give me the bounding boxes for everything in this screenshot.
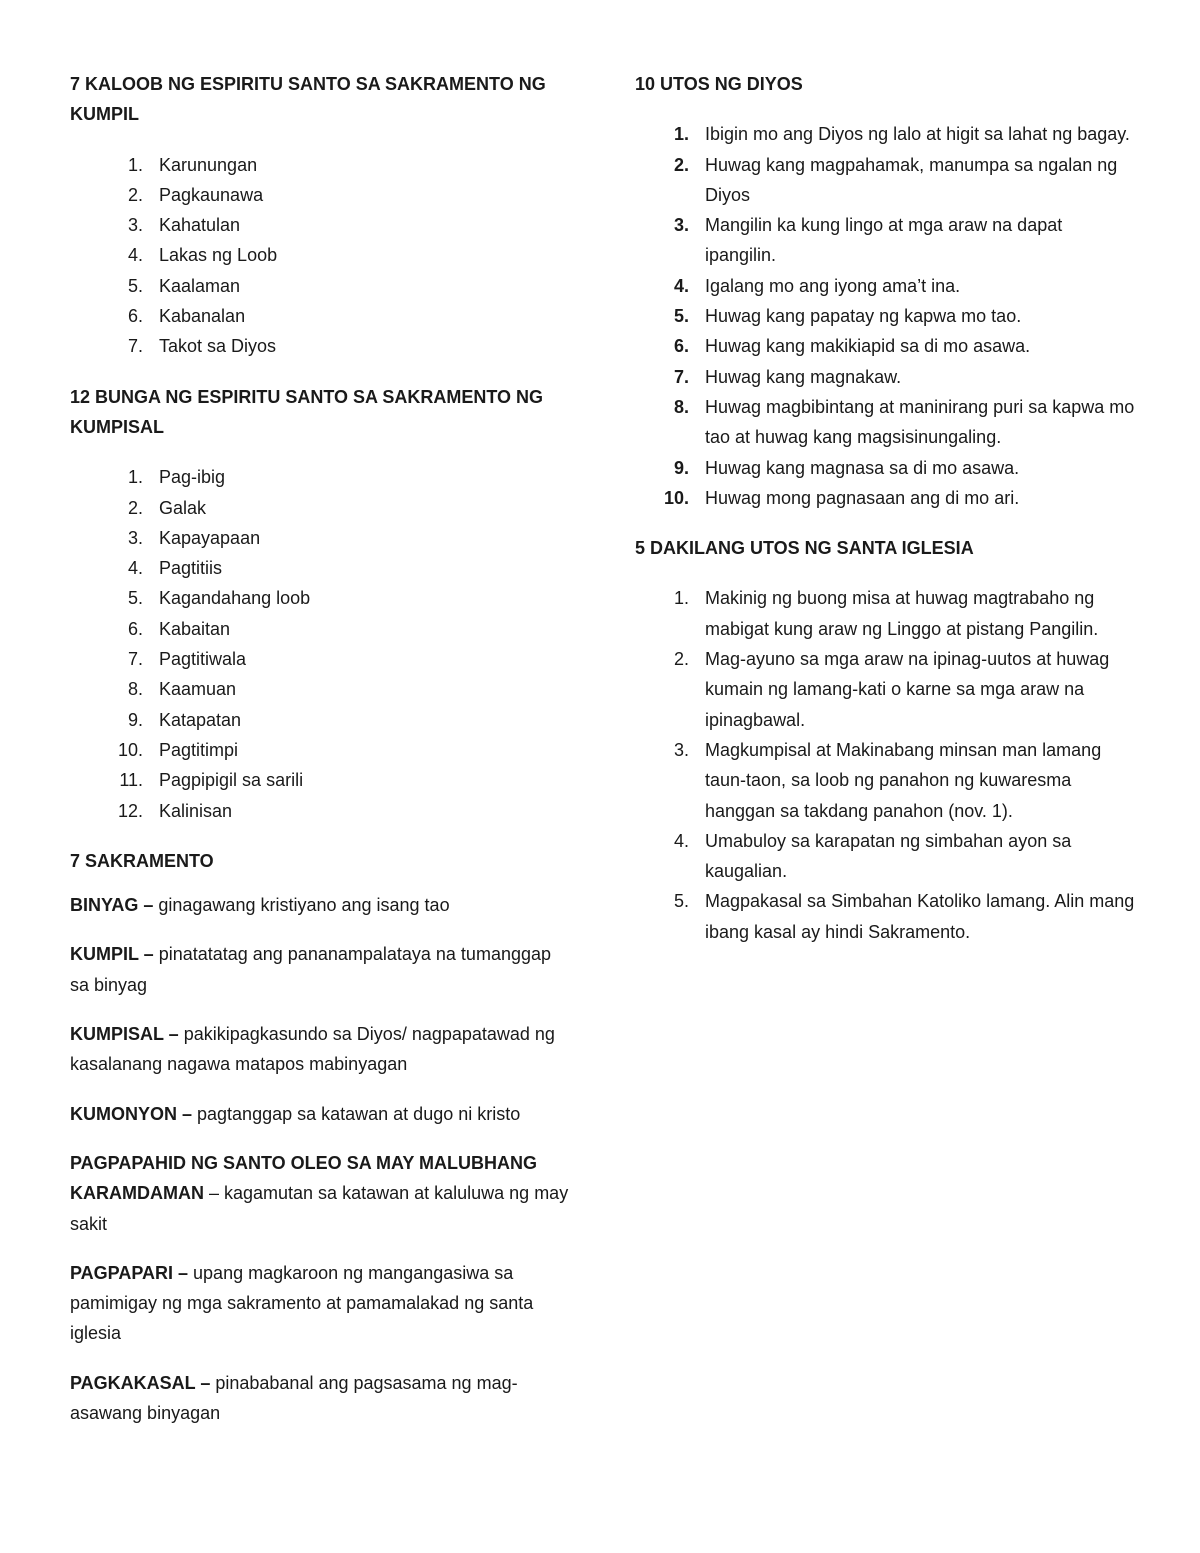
sakramento-term: BINYAG –	[70, 895, 154, 916]
list-item-text: Mag-ayuno sa mga araw na ipinag-uutos at huwag kumain ng lamang-kati o karne sa mga araw na ipinagbawal.	[705, 649, 1110, 730]
list-item	[635, 271, 1135, 301]
list-item-text: Huwag kang magnasa sa di mo asawa.	[705, 457, 1020, 478]
list-item-text: Pagpipigil sa sarili	[159, 770, 304, 791]
sakramento-item	[70, 939, 570, 1000]
list-item-text: Pagkaunawa	[159, 184, 264, 205]
list-item-text: Kaamuan	[159, 679, 237, 700]
list-item	[635, 644, 1135, 735]
list-item-text: Kabanalan	[159, 306, 246, 327]
list-item	[635, 392, 1135, 453]
list-item-text: Kahatulan	[159, 215, 241, 236]
sakramento-list	[70, 890, 570, 1428]
list-item-text: Huwag kang magnakaw.	[705, 366, 902, 387]
sakramento-term: PAGKAKASAL –	[70, 1372, 211, 1393]
list-item-text: Pagtitiwala	[159, 649, 247, 670]
list-item	[70, 523, 570, 553]
sakramento-item	[70, 890, 570, 920]
list-item-number: 7.	[673, 366, 689, 387]
list-item-number: 9.	[127, 709, 143, 730]
sakramento-definition: pinababanal ang pagsasama ng mag-asawang binyagan	[70, 1372, 518, 1423]
sakramento-item	[70, 1019, 570, 1080]
list-item-text: Kapayapaan	[159, 527, 261, 548]
list-item-number: 1.	[127, 467, 143, 488]
list-item	[635, 583, 1135, 644]
bunga-heading: 12 BUNGA NG ESPIRITU SANTO SA SAKRAMENTO NG KUMPISAL	[70, 386, 544, 437]
list-item-text: Takot sa Diyos	[159, 336, 277, 357]
list-item-text: Katapatan	[159, 709, 242, 730]
list-item-number: 10.	[663, 487, 689, 508]
list-item	[70, 583, 570, 613]
list-item-text: Kagandahang loob	[159, 588, 311, 609]
sakramento-definition: – kagamutan sa katawan at kaluluwa ng may sakit	[70, 1183, 569, 1234]
sakramento-term: KUMPISAL –	[70, 1024, 179, 1045]
list-item	[70, 210, 570, 240]
list-item	[70, 331, 570, 361]
list-item	[70, 180, 570, 210]
list-item-number: 4.	[673, 275, 689, 296]
list-item-number: 7.	[127, 649, 143, 670]
list-item-number: 6.	[673, 336, 689, 357]
list-item-text: Magkumpisal at Makinabang minsan man lamang taun-taon, sa loob ng panahon ng kuwaresma hanggan sa takdang panahon (nov. 1).	[705, 739, 1102, 821]
list-item-text: Ibigin mo ang Diyos ng lalo at higit sa lahat ng bagay.	[705, 124, 1130, 145]
list-item	[70, 301, 570, 331]
list-item-text: Lakas ng Loob	[159, 245, 278, 266]
kaloob-heading: 7 KALOOB NG ESPIRITU SANTO SA SAKRAMENTO NG KUMPIL	[70, 74, 546, 125]
list-item-text: Pagtitimpi	[159, 739, 239, 760]
list-item-text: Makinig ng buong misa at huwag magtrabaho ng mabigat kung araw ng Linggo at pistang Pangilin.	[705, 588, 1099, 639]
list-item-text: Huwag kang magpahamak, manumpa sa ngalan ng Diyos	[705, 154, 1118, 205]
list-item	[635, 150, 1135, 211]
list-item-number: 8.	[127, 679, 143, 700]
list-item-number: 11.	[119, 770, 143, 791]
list-item	[635, 735, 1135, 826]
iglesia-heading: 5 DAKILANG UTOS NG SANTA IGLESIA	[635, 538, 974, 559]
list-item-number: 2.	[127, 184, 143, 205]
list-item-text: Huwag mong pagnasaan ang di mo ari.	[705, 487, 1020, 508]
list-item-text: Karunungan	[159, 154, 258, 175]
list-item-number: 1.	[673, 124, 689, 145]
list-item-number: 10.	[117, 739, 143, 760]
sakramento-item	[70, 1368, 570, 1429]
list-item-text: Pagtitiis	[159, 558, 223, 579]
list-item-text: Umabuloy sa karapatan ng simbahan ayon sa kaugalian.	[705, 830, 1072, 882]
sakramento-term: PAGPAPAHID NG SANTO OLEO SA MAY MALUBHANG KARAMDAMAN	[70, 1152, 538, 1204]
list-item-number: 4.	[673, 830, 689, 851]
list-item-number: 7.	[127, 336, 143, 357]
sakramento-definition: upang magkaroon ng mangangasiwa sa pamimigay ng mga sakramento at pamamalakad ng santa iglesia	[70, 1262, 534, 1344]
sakramento-term: KUMONYON –	[70, 1103, 193, 1124]
sakramento-definition: pagtanggap sa katawan at dugo ni kristo	[192, 1103, 521, 1124]
list-item	[635, 119, 1135, 149]
utos-heading: 10 UTOS NG DIYOS	[635, 74, 803, 94]
list-item-text: Magpakasal sa Simbahan Katoliko lamang. Alin mang ibang kasal ay hindi Sakramento.	[705, 891, 1135, 942]
iglesia-list	[635, 583, 1135, 947]
list-item	[70, 765, 570, 795]
list-item-number: 5.	[127, 275, 143, 296]
list-item	[70, 735, 570, 765]
list-item	[70, 705, 570, 735]
sakramento-item	[70, 1099, 570, 1129]
list-item	[70, 796, 570, 826]
left-column	[70, 69, 570, 1447]
list-item	[635, 886, 1135, 947]
list-item-number: 5.	[127, 588, 143, 609]
list-item	[635, 362, 1135, 392]
sakramento-definition: ginagawang kristiyano ang isang tao	[153, 895, 450, 916]
list-item	[70, 614, 570, 644]
list-item-text: Huwag magbibintang at maninirang puri sa kapwa mo tao at huwag kang magsisinungaling.	[705, 396, 1135, 448]
list-item-number: 12.	[117, 800, 143, 821]
list-item	[635, 210, 1135, 271]
list-item-text: Kaalaman	[159, 275, 241, 296]
list-item-number: 3.	[127, 215, 143, 236]
sakramento-item	[70, 1258, 570, 1349]
list-item-text: Huwag kang makikiapid sa di mo asawa.	[705, 336, 1031, 357]
list-item-number: 8.	[673, 396, 689, 417]
list-item	[70, 553, 570, 583]
sakramento-definition: pinatatatag ang pananampalataya na tumanggap sa binyag	[70, 944, 552, 995]
kaloob-list	[70, 150, 570, 362]
sakramento-definition: pakikipagkasundo sa Diyos/ nagpapatawad ng kasalanang nagawa matapos mabinyagan	[70, 1024, 555, 1075]
list-item-number: 3.	[673, 739, 689, 760]
list-item-number: 4.	[127, 245, 143, 266]
list-item-number: 3.	[673, 215, 689, 236]
list-item	[70, 240, 570, 270]
list-item-number: 2.	[673, 649, 689, 670]
list-item-text: Mangilin ka kung lingo at mga araw na dapat ipangilin.	[705, 215, 1063, 266]
list-item	[635, 453, 1135, 483]
bunga-list	[70, 462, 570, 826]
list-item-text: Pag-ibig	[159, 467, 226, 488]
right-column	[635, 69, 1135, 967]
list-item	[70, 271, 570, 301]
list-item-number: 6.	[127, 306, 143, 327]
list-item	[70, 644, 570, 674]
sakramento-term: PAGPAPARI –	[70, 1262, 189, 1283]
list-item	[635, 301, 1135, 331]
list-item-text: Huwag kang papatay ng kapwa mo tao.	[705, 306, 1022, 327]
list-item-number: 5.	[673, 306, 689, 327]
list-item	[70, 150, 570, 180]
utos-list	[635, 119, 1135, 513]
list-item-number: 2.	[673, 154, 689, 175]
list-item	[70, 462, 570, 492]
list-item-number: 6.	[127, 618, 143, 639]
sakramento-heading: 7 SAKRAMENTO	[70, 850, 214, 871]
list-item-number: 1.	[673, 588, 689, 609]
sakramento-item	[70, 1148, 570, 1239]
list-item-number: 9.	[673, 457, 689, 478]
list-item-number: 1.	[127, 154, 143, 175]
list-item-text: Kabaitan	[159, 618, 231, 639]
list-item	[635, 331, 1135, 361]
list-item-text: Galak	[159, 497, 207, 518]
list-item	[635, 483, 1135, 513]
list-item	[635, 826, 1135, 887]
sakramento-term: KUMPIL –	[70, 944, 154, 965]
list-item-number: 5.	[673, 891, 689, 912]
list-item	[70, 674, 570, 704]
list-item-text: Kalinisan	[159, 800, 233, 821]
list-item-text: Igalang mo ang iyong ama’t ina.	[705, 275, 961, 296]
list-item	[70, 493, 570, 523]
list-item-number: 4.	[127, 558, 143, 579]
list-item-number: 2.	[127, 497, 143, 518]
list-item-number: 3.	[127, 527, 143, 548]
